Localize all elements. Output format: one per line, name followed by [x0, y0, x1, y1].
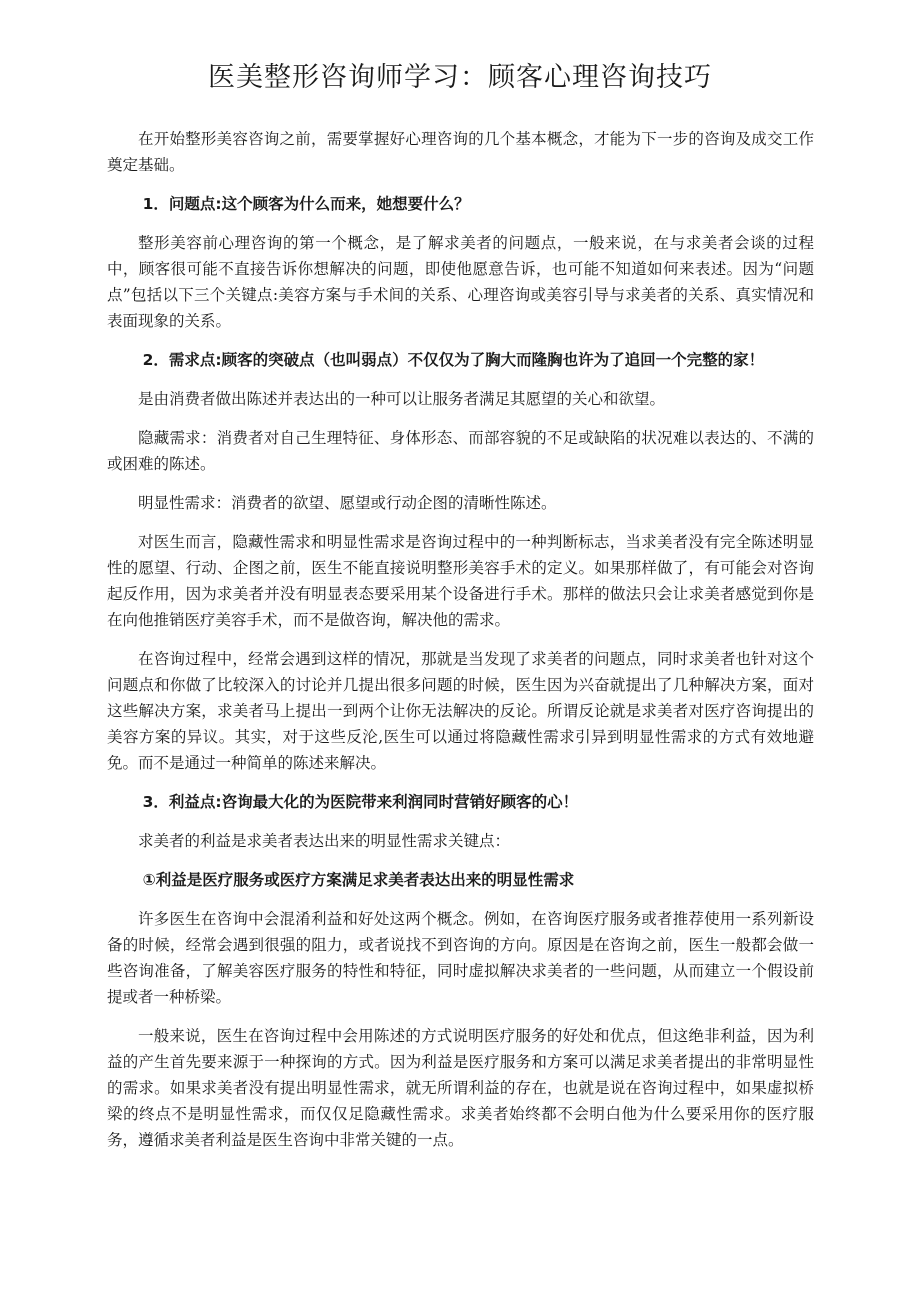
paragraph: 在咨询过程中，经常会遇到这样的情况，那就是当发现了求美者的问题点，同时求美者也针对这个问题点和你做了比较深入的讨论并几提出很多问题的时候，医生因为兴奋就提出了几种解决方案，面对这些解决方案，求美者马上提出一到两个让你无法解决的反论。所谓反论就是求美者对医疗咨询提出的美容方案的异议。其实，对于这些反沦,医生可以通过将隐藏性需求引异到明显性需求的方式有效地避免。而不是通过一种简单的陈述来解决。 [107, 650, 814, 772]
intro-paragraph: 在开始整形美容咨询之前，需要掌握好心理咨询的几个基本概念，才能为下一步的咨询及成交工作奠定基础。 [107, 130, 814, 174]
paragraph: 求美者的利益是求美者表达出来的明显性需求关键点： [138, 832, 511, 850]
paragraph: 一般来说，医生在咨询过程中会用陈述的方式说明医疗服务的好处和优点，但这绝非利益，因为利益的产生首先要来源于一种探询的方式。因为利益是医疗服务和方案可以满足求美者提出的非常明显性的需求。如果求美者没有提出明显性需求，就无所谓利益的存在，也就是说在咨询过程中，如果虚拟桥梁的终点不是明显性需求，而仅仅足隐藏性需求。求美者始终都不会明白他为什么要采用你的医疗服务，遵循求美者利益是医生咨询中非常关键的一点。 [107, 1027, 814, 1149]
paragraph: 是由消费者做出陈述并表达出的一种可以让服务者满足其愿望的关心和欲望。 [138, 390, 666, 408]
paragraph: 许多医生在咨询中会混淆利益和好处这两个概念。例如，在咨询医疗服务或者推荐使用一系列新设备的时候，经常会遇到很强的阻力，或者说找不到咨询的方向。原因是在咨询之前，医生一般都会做一些咨询准备，了解美容医疗服务的特性和特征，同时虚拟解决求美者的一些问题，从而建立一个假设前提或者一种桥梁。 [107, 910, 814, 1006]
page-title: 医美整形咨询师学习：顾客心理咨询技巧 [208, 62, 712, 93]
section-heading-need-point: 2．需求点:顾客的突破点（也叫弱点）不仅仅为了胸大而隆胸也许为了追回一个完整的家！ [142, 351, 765, 369]
document-body [107, 126, 814, 1166]
subheading-benefit-definition: ①利益是医疗服务或医疗方案满足求美者表达出来的明显性需求 [142, 871, 575, 889]
paragraph: 明显性需求：消费者的欲望、愿望或行动企图的清晰性陈述。 [138, 494, 557, 512]
section-heading-benefit-point: 3．利益点:咨询最大化的为医院带来利润同时营销好顾客的心！ [142, 793, 579, 811]
paragraph: 对医生而言，隐藏性需求和明显性需求是咨询过程中的一种判断标志，当求美者没有完全陈述明显性的愿望、行动、企图之前，医生不能直接说明整形美容手术的定义。如果那样做了，有可能会对咨询起反作用，因为求美者并没有明显表态要采用某个设备进行手术。那样的做法只会让求美者感觉到你是在向他推销医疗美容手术，而不是做咨询，解决他的需求。 [107, 533, 814, 629]
section-heading-problem-point: 1．问题点:这个顾客为什么而来，她想要什么？ [142, 195, 470, 213]
paragraph: 整形美容前心理咨询的第一个概念，是了解求美者的问题点，一般来说，在与求美者会谈的过程中，顾客很可能不直接告诉你想解决的问题，即使他愿意告诉，也可能不知道如何来表述。因为“问题点”包括以下三个关键点:美容方案与手术间的关系、心理咨询或美容引导与求美者的关系、真实情况和表面现象的关系。 [107, 234, 814, 330]
paragraph: 隐藏需求：消费者对自己生理特征、身体形态、而部容貌的不足或缺陷的状况难以表达的、不满的或困难的陈述。 [107, 429, 814, 473]
